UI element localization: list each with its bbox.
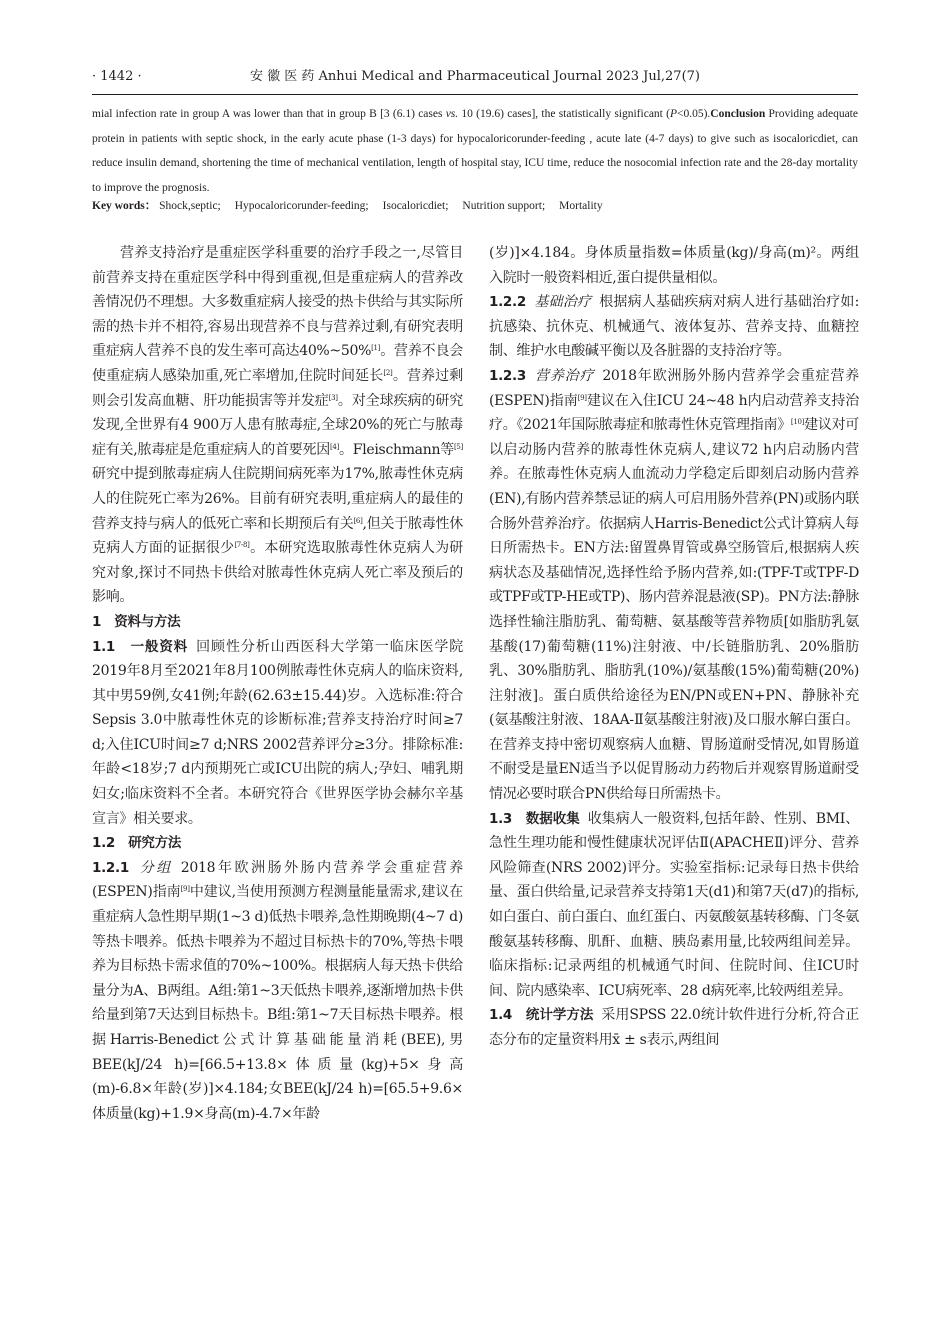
english-abstract: mial infection rate in group A was lower than that in group B [3 (6.1) cases vs. 10 (19.6) cases], the statistically significant (P<0.05).Conclusion Providing adequate protein in patients with septic shock, in the early acute phase (1-3 days) for hypocaloricorunder-feeding , acute late (4-7 days) to give such as isocaloricdiet, can reduce insulin demand, shortening the time of mechanical ventilation, length of hospital stay, ICU time, reduce the nosocomial infection rate and the 28-day mortality to improve the prognosis.	[92, 108, 858, 194]
section-1-3: 1.3 数据收集 收集病人一般资料,包括年龄、性别、BMI、急性生理功能和慢性健康状况评估Ⅱ(APACHEⅡ)评分、营养风险筛查(NRS 2002)评分。实验室指标:记录每日热卡供给量、蛋白供给量,记录营养支持第1天(d1)和第7天(d7)的指标,如白蛋白、前白蛋白、血红蛋白、丙氨酸氨基转移酶、门冬氨酸氨基转移酶、肌酐、血糖、胰岛素用量,比较两组间差异。临床指标:记录两组的机械通气时间、住院时间、住ICU时间、院内感染率、ICU病死率、28 d病死率,比较两组差异。	[489, 810, 859, 999]
left-column	[92, 241, 463, 1126]
section-1-1: 1.1 一般资料 回顾性分析山西医科大学第一临床医学院2019年8月至2021年8月100例脓毒性休克病人的临床资料,其中男59例,女41例;年龄(62.63±15.44)岁。入选标准:符合Sepsis 3.0中脓毒性休克的诊断标准;营养支持治疗时间≥7 d;入住ICU时间≥7 d;NRS 2002营养评分≥3分。排除标准:年龄<18岁;7 d内预期死亡或ICU出院的病人;孕妇、哺乳期妇女;临床资料不全者。本研究符合《世界医学协会赫尔辛基宣言》相关要求。	[92, 638, 464, 827]
page-number: · 1442 ·	[92, 69, 142, 84]
section-1-2-1: 1.2.1 分组 2018年欧洲肠外肠内营养学会重症营养(ESPEN)指南[9]中建议,当使用预测方程测量能量需求,建议在重症病人急性期早期(1~3 d)低热卡喂养,急性期晚期(4~7 d)等热卡喂养。低热卡喂养为不超过目标热卡的70%,等热卡喂养为目标热卡需求值的70%~100%。根据病人每天热卡供给量分为A、B两组。A组:第1~3天低热卡喂养,逐渐增加热卡供给量到第7天达到目标热卡。B组:第1~7天目标热卡喂养。根据Harris-Benedict公式计算基础能量消耗(BEE),男BEE(kJ/24 h)=[66.5+13.8×体质量(kg)+5×身高(m)-6.8×年龄(岁)]×4.184;女BEE(kJ/24 h)=[65.5+9.6×体质量(kg)+1.9×身高(m)-4.7×年龄	[92, 859, 463, 1122]
keyword: Nutrition support;	[462, 200, 546, 212]
intro-paragraph: 营养支持治疗是重症医学科重要的治疗手段之一,尽管目前营养支持在重症医学科中得到重视,但是重症病人的营养改善情况仍不理想。大多数重症病人接受的热卡供给与其实际所需的热卡并不相符,容易出现营养不良与营养过剩,有研究表明重症病人营养不良的发生率可高达40%~50%[1]。营养不良会使重症病人感染加重,死亡率增加,住院时间延长[2]。营养过剩则会引发高血糖、肝功能损害等并发症[3]。对全球疾病的研究发现,全世界有4 900万人患有脓毒症,全球20%的死亡与脓毒症有关,脓毒症是危重症病人的首要死因[4]。Fleischmann等[5]研究中提到脓毒症病人住院期间病死率为17%,脓毒性休克病人的住院死亡率为26%。目前有研究表明,重症病人的最佳的营养支持与病人的低死亡率和长期预后有关[6],但关于脓毒性休克病人方面的证据很少[7-8]。本研究选取脓毒性休克病人为研究对象,探讨不同热卡供给对脓毒性休克病人死亡率及预后的影响。	[92, 245, 464, 606]
running-header	[92, 66, 858, 88]
journal-title: 安 徽 医 药 Anhui Medical and Pharmaceutical Journal 2023 Jul,27(7)	[249, 69, 700, 84]
keywords-line: Key words： Shock,septic; Hypocaloricorunder-feeding; Isocaloricdiet; Nutrition support; Mortality	[92, 200, 603, 212]
section-1-2-3: 1.2.3 营养治疗 2018年欧洲肠外肠内营养学会重症营养(ESPEN)指南[9]建议在入住ICU 24~48 h内启动营养支持治疗。《2021年国际脓毒症和脓毒性休克管理指南》[10]建议对可以启动肠内营养的脓毒性休克病人,建议72 h内启动肠内营养。在脓毒性休克病人血流动力学稳定后即刻启动肠内营养(EN),有肠内营养禁忌证的病人可启用肠外营养(PN)或肠内联合肠外营养治疗。依据病人Harris-Benedict公式计算病人每日所需热卡。EN方法:留置鼻胃管或鼻空肠管后,根据病人疾病状态及基础情况,选择性给予肠内营养,如:(TPF-T或TPF-D或TPF或TP-HE或TP)、肠内营养混悬液(SP)。PN方法:静脉选择性输注脂肪乳、葡萄糖、氨基酸等营养物质[如脂肪乳氨基酸(17)葡萄糖(11%)注射液、中/长链脂肪乳、20%脂肪乳、30%脂肪乳、脂肪乳(10%)/氨基酸(15%)葡萄糖(20%)注射液]。蛋白质供给途径为EN/PN或EN+PN、静脉补充(氨基酸注射液、18AA-Ⅱ氨基酸注射液)及口服水解白蛋白。在营养支持中密切观察病人血糖、胃肠道耐受情况,如胃肠道不耐受是量EN适当予以促胃肠动力药物后并观察胃肠道耐受情况必要时联合PN供给每日所需热卡。	[489, 367, 859, 803]
section-heading-1: 1 资料与方法	[92, 613, 181, 630]
right-column	[489, 241, 859, 1053]
section-1-4: 1.4 统计学方法 采用SPSS 22.0统计软件进行分析,符合正态分布的定量资料用x̄ ± s表示,两组间	[489, 1007, 860, 1048]
keyword: Mortality	[559, 200, 603, 212]
keyword: Isocaloricdiet;	[382, 200, 449, 212]
header-rule	[92, 94, 858, 95]
bee-formula-continued: (岁)]×4.184。身体质量指数=体质量(kg)/身高(m)²。两组入院时一般资料相近,蛋白提供量相似。	[489, 245, 859, 286]
p-italic: P	[669, 108, 677, 120]
vs-italic: vs.	[445, 108, 459, 120]
section-1-2-2: 1.2.2 基础治疗 根据病人基础疾病对病人进行基础治疗如:抗感染、抗休克、机械通气、液体复苏、营养支持、血糖控制、维护水电酸碱平衡以及各脏器的支持治疗等。	[489, 294, 859, 360]
keyword: Shock,septic;	[159, 200, 221, 212]
section-heading-1-2: 1.2 研究方法	[92, 835, 182, 852]
conclusion-label: Conclusion	[710, 108, 766, 120]
keywords-label: Key words	[92, 200, 145, 212]
keyword: Hypocaloricorunder-feeding;	[234, 200, 369, 212]
